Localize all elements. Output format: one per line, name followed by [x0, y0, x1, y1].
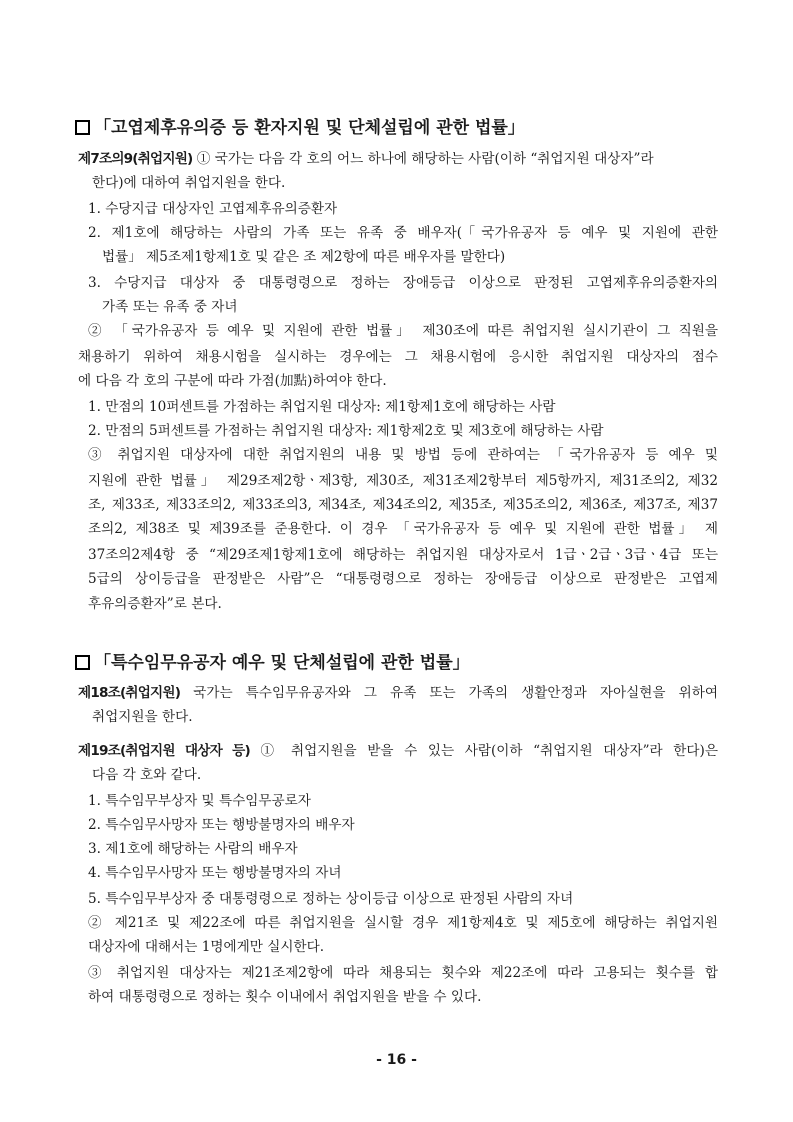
- text-line: 가족 또는 유족 중 자녀: [102, 299, 238, 315]
- paragraph-line: 후유의증환자”로 본다.: [88, 596, 222, 612]
- paragraph-line: 지원에 관한 법률」 제29조제2항ㆍ제3항, 제30조, 제31조제2항부터 제5항까지, 제31조의2, 제32: [88, 473, 718, 489]
- paragraph-line: 채용하기 위하여 채용시험을 실시하는 경우에는 그 채용시험에 응시한 취업지원 대상자의 점수: [78, 349, 718, 365]
- paragraph-line: ③ 취업지원 대상자에 대한 취업지원의 내용 및 방법 등에 관하여는 「국가유공자 등 예우 및: [88, 447, 718, 463]
- list-item: 5. 특수임무부상자 중 대통령령으로 정하는 상이등급 이상으로 판정된 사람의 자녀: [88, 891, 574, 907]
- paragraph-line: ② 제21조 및 제22조에 따른 취업지원을 실시할 경우 제1항제4호 및 제5호에 해당하는 취업지원: [88, 915, 718, 931]
- paragraph-line: ③ 취업지원 대상자는 제21조제2항에 따라 채용되는 횟수와 제22조에 따라 고용되는 횟수를 합: [88, 965, 718, 981]
- paragraph-line: 5급의 상이등급을 판정받은 사람”은 “대통령령으로 정하는 장애등급 이상으로 판정받은 고엽제: [88, 571, 718, 587]
- checkbox-square-icon: [75, 120, 90, 135]
- list-item: 4. 특수임무사망자 또는 행방불명자의 자녀: [88, 865, 342, 881]
- article-title: 제7조의9(취업지원): [78, 151, 193, 167]
- article-line: 제19조(취업지원 대상자 등) ① 취업지원을 받을 수 있는 사람(이하 “취업지원 대상자”라 한다)은: [78, 743, 718, 759]
- list-item: 3. 수당지급 대상자 중 대통령령으로 정하는 장애등급 이상으로 판정된 고엽제후유의증환자의: [88, 275, 718, 291]
- list-item: 1. 수당지급 대상자인 고엽제후유의증환자: [88, 201, 338, 217]
- paragraph-line: 하여 대통령령으로 정하는 횟수 이내에서 취업지원을 받을 수 있다.: [88, 989, 482, 1005]
- paragraph-line: 조의2, 제38조 및 제39조를 준용한다. 이 경우 「국가유공자 등 예우 및 지원에 관한 법률」 제: [88, 521, 718, 537]
- list-item: 2. 특수임무사망자 또는 행방불명자의 배우자: [88, 817, 355, 833]
- article-line: 제7조의9(취업지원) ① 국가는 다음 각 호의 어느 하나에 해당하는 사람(이하 “취업지원 대상자”라: [78, 151, 654, 167]
- text-line: 법률」 제5조제1항제1호 및 같은 조 제2항에 따른 배우자를 말한다): [102, 249, 506, 265]
- paragraph-line: 37조의2제4항 중 “제29조제1항제1호에 해당하는 취업지원 대상자로서 1급ㆍ2급ㆍ3급ㆍ4급 또는: [88, 547, 718, 563]
- paragraph-line: 조, 제33조, 제33조의2, 제33조의3, 제34조, 제34조의2, 제35조, 제35조의2, 제36조, 제37조, 제37: [88, 497, 718, 513]
- paragraph-line: ② 「국가유공자 등 예우 및 지원에 관한 법률」 제30조에 따른 취업지원 실시기관이 그 직원을: [88, 323, 718, 339]
- article-title: 제18조(취업지원): [78, 685, 181, 701]
- article-title: 제19조(취업지원 대상자 등): [78, 743, 250, 759]
- text-line: 취업지원을 한다.: [92, 709, 193, 725]
- list-item: 1. 특수임무부상자 및 특수임무공로자: [88, 793, 311, 809]
- article-line: 제18조(취업지원) 국가는 특수임무유공자와 그 유족 또는 가족의 생활안정과 자아실현을 위하여: [78, 685, 718, 701]
- list-item: 1. 만점의 10퍼센트를 가점하는 취업지원 대상자: 제1항제1호에 해당하는 사람: [88, 399, 556, 415]
- paragraph-line: 대상자에 대해서는 1명에게만 실시한다.: [88, 939, 325, 955]
- list-item: 2. 제1호에 해당하는 사람의 가족 또는 유족 중 배우자(「국가유공자 등 예우 및 지원에 관한: [88, 225, 718, 241]
- checkbox-square-icon: [75, 655, 90, 670]
- paragraph-line: 에 다음 각 호의 구분에 따라 가점(加點)하여야 한다.: [78, 373, 387, 389]
- page-number: - 16 -: [376, 1052, 417, 1068]
- text-line: 한다)에 대하여 취업지원을 한다.: [92, 175, 286, 191]
- text-line: 다음 각 호와 같다.: [92, 767, 202, 783]
- section-heading-1: 「고엽제후유의증 등 환자지원 및 단체설립에 관한 법률」: [75, 113, 525, 138]
- list-item: 2. 만점의 5퍼센트를 가점하는 취업지원 대상자: 제1항제2호 및 제3호에 해당하는 사람: [88, 423, 604, 439]
- list-item: 3. 제1호에 해당하는 사람의 배우자: [88, 841, 298, 857]
- section-heading-2: 「특수임무유공자 예우 및 단체설립에 관한 법률」: [75, 648, 470, 673]
